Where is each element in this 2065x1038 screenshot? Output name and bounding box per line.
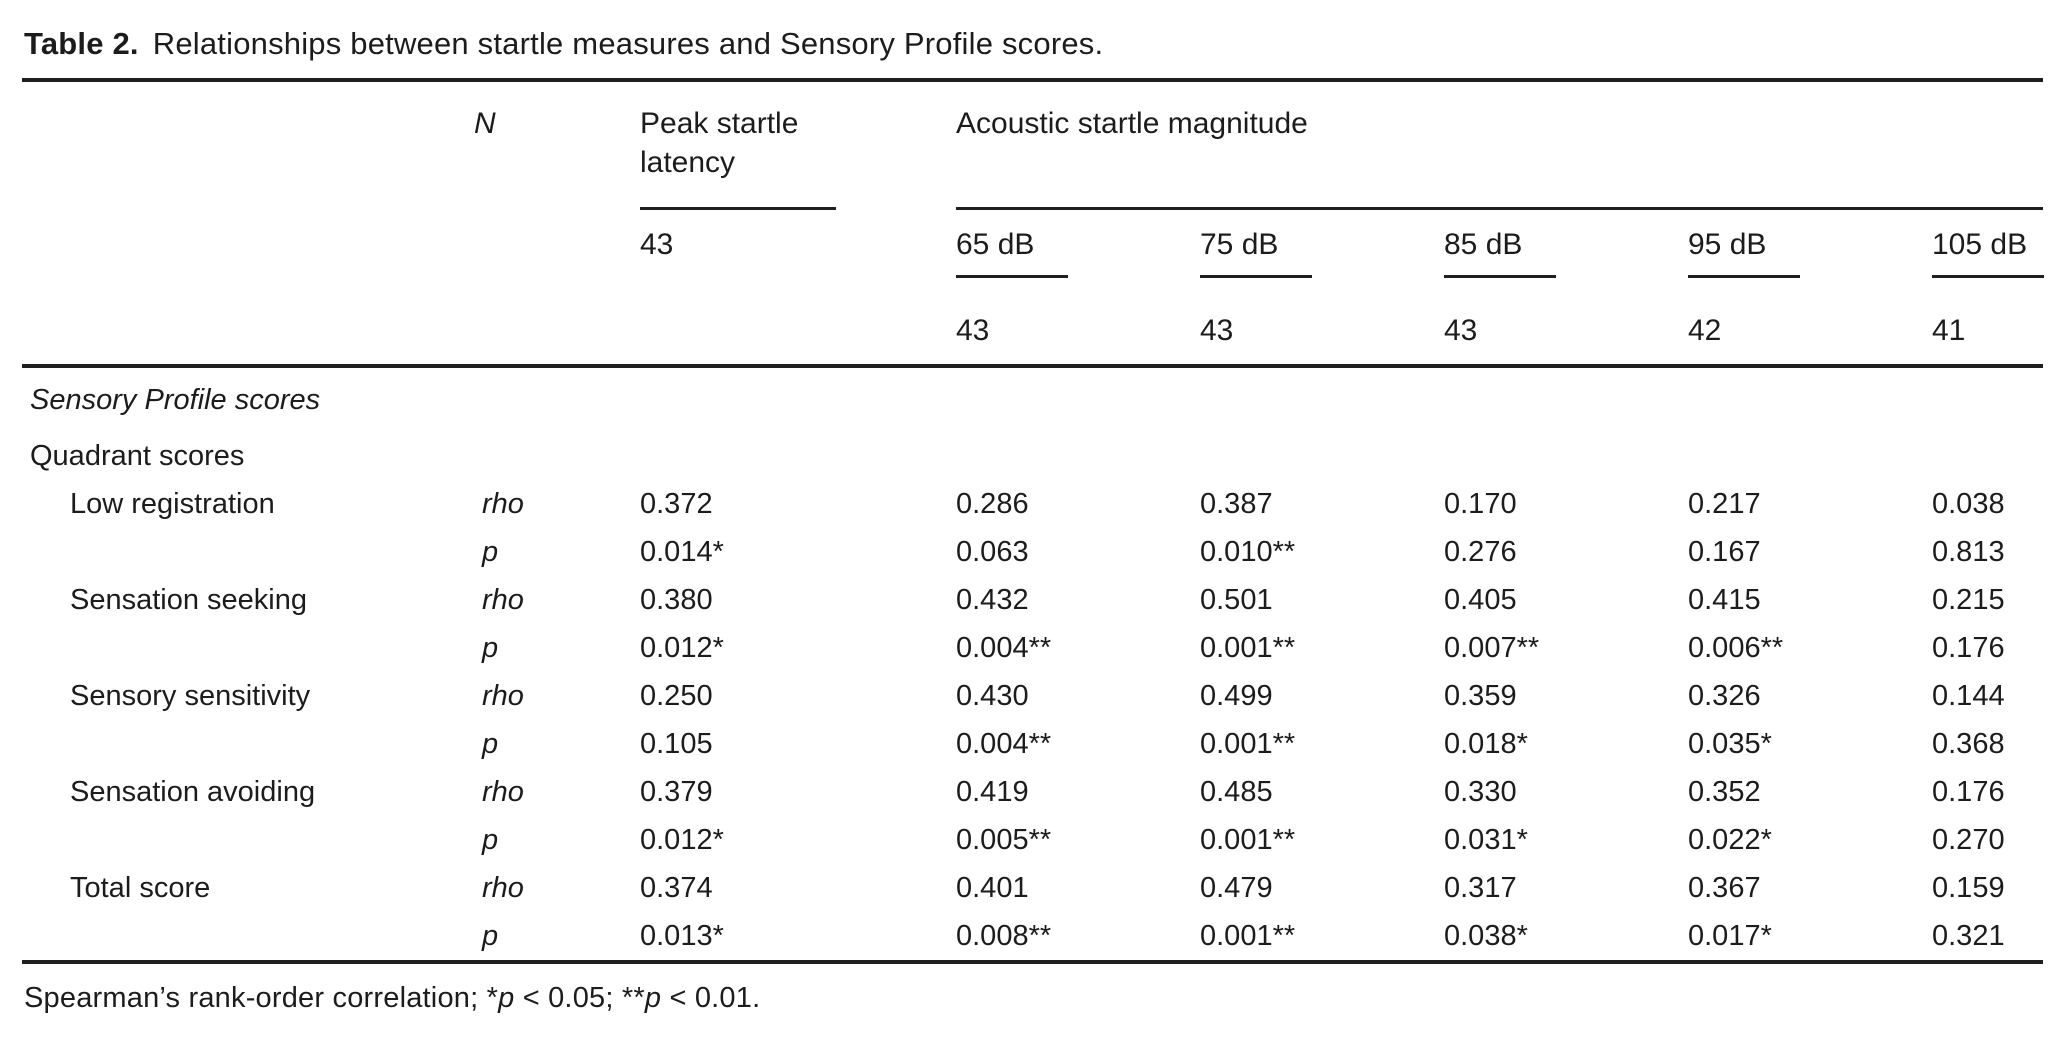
value-cell: 0.270 (1932, 824, 2005, 856)
data-row (22, 624, 2043, 672)
section-row (22, 432, 2043, 480)
value-cell: 0.005** (956, 824, 1052, 856)
footnote-part-p: p (644, 982, 662, 1014)
value-cell: 0.330 (1444, 776, 1517, 808)
footnote-part: < 0.05; ** (514, 982, 645, 1014)
measure-label: Sensation avoiding (70, 776, 316, 808)
value-cell: 0.326 (1688, 680, 1761, 712)
stat-label: p (482, 824, 499, 856)
data-row (22, 528, 2043, 576)
db-column-85: 85 dB (1444, 210, 1688, 298)
value-cell: 0.167 (1688, 536, 1761, 568)
value-cell: 0.007** (1444, 632, 1540, 664)
value-cell: 0.286 (956, 488, 1029, 520)
value-cell: 0.010** (1200, 536, 1296, 568)
value-cell: 0.372 (640, 488, 713, 520)
value-cell: 0.008** (956, 920, 1052, 952)
section-row (22, 366, 2043, 432)
value-cell: 0.380 (640, 584, 713, 616)
header-n (474, 80, 640, 210)
value-cell: 0.038 (1932, 488, 2005, 520)
db-n-105: 41 (1932, 314, 1966, 347)
value-cell: 0.001** (1200, 632, 1296, 664)
value-cell: 0.159 (1932, 872, 2005, 904)
value-cell: 0.430 (956, 680, 1029, 712)
header-row-n (22, 298, 2043, 366)
measure-label (22, 528, 474, 576)
value-cell: 0.018* (1444, 728, 1528, 760)
data-row (22, 672, 2043, 720)
value-cell: 0.013* (640, 920, 724, 952)
section-label: Sensory Profile scores (30, 384, 321, 416)
value-cell: 0.321 (1932, 920, 2005, 952)
data-row (22, 768, 2043, 816)
value-cell: 0.001** (1200, 920, 1296, 952)
value-cell: 0.014* (640, 536, 724, 568)
value-cell: 0.352 (1688, 776, 1761, 808)
measure-label: Total score (70, 872, 211, 904)
stat-label: p (482, 728, 499, 760)
stat-label: rho (482, 488, 524, 520)
data-row (22, 720, 2043, 768)
value-cell: 0.176 (1932, 632, 2005, 664)
value-cell: 0.317 (1444, 872, 1517, 904)
stat-label: p (482, 632, 499, 664)
data-row (22, 864, 2043, 912)
value-cell: 0.250 (640, 680, 713, 712)
value-cell: 0.374 (640, 872, 713, 904)
n-column-label: N (474, 107, 496, 140)
value-cell: 0.813 (1932, 536, 2005, 568)
table-number: Table 2. (24, 26, 139, 61)
value-cell: 0.276 (1444, 536, 1517, 568)
footnote-part: Spearman’s rank-order correlation; * (24, 982, 499, 1014)
section-label: Quadrant scores (30, 440, 245, 472)
stat-label: p (482, 920, 499, 952)
header-row-top (22, 80, 2043, 210)
value-cell: 0.415 (1688, 584, 1761, 616)
footnote-part-p: p (498, 982, 515, 1014)
db-column-65: 65 dB (956, 210, 1200, 298)
stat-label: rho (482, 680, 524, 712)
value-cell: 0.063 (956, 536, 1029, 568)
value-cell: 0.012* (640, 824, 724, 856)
peak-latency-label: Peak startle latency (640, 107, 799, 179)
value-cell: 0.405 (1444, 584, 1517, 616)
header-acoustic-magnitude (956, 80, 2043, 210)
value-cell: 0.004** (956, 632, 1052, 664)
value-cell: 0.001** (1200, 824, 1296, 856)
value-cell: 0.012* (640, 632, 724, 664)
value-cell: 0.499 (1200, 680, 1273, 712)
footnote-part: < 0.01. (661, 982, 761, 1014)
value-cell: 0.176 (1932, 776, 2005, 808)
table-body (22, 366, 2043, 962)
value-cell: 0.419 (956, 776, 1029, 808)
db-n-85: 43 (1444, 314, 1478, 347)
value-cell: 0.485 (1200, 776, 1273, 808)
value-cell: 0.022* (1688, 824, 1772, 856)
measure-label (22, 624, 474, 672)
value-cell: 0.105 (640, 728, 713, 760)
value-cell: 0.401 (956, 872, 1029, 904)
value-cell: 0.379 (640, 776, 713, 808)
db-column-95: 95 dB (1688, 210, 1932, 298)
header-empty (22, 80, 474, 210)
header-peak-latency (640, 80, 956, 210)
measure-label: Sensation seeking (70, 584, 307, 616)
measure-label (22, 816, 474, 864)
db-n-95: 42 (1688, 314, 1722, 347)
measure-label: Sensory sensitivity (70, 680, 311, 712)
data-row (22, 480, 2043, 528)
stat-label: rho (482, 584, 524, 616)
db-n-65: 43 (956, 314, 990, 347)
data-row (22, 576, 2043, 624)
value-cell: 0.017* (1688, 920, 1772, 952)
value-cell: 0.031* (1444, 824, 1528, 856)
value-cell: 0.387 (1200, 488, 1273, 520)
value-cell: 0.367 (1688, 872, 1761, 904)
stat-label: p (482, 536, 499, 568)
measure-label: Low registration (70, 488, 275, 520)
table-caption: Relationships between startle measures and Sensory Profile scores. (152, 26, 1104, 61)
table-header (22, 80, 2043, 366)
results-table (22, 78, 2043, 964)
value-cell: 0.501 (1200, 584, 1273, 616)
data-row (22, 816, 2043, 864)
table-title (24, 26, 2043, 62)
value-cell: 0.359 (1444, 680, 1517, 712)
value-cell: 0.006** (1688, 632, 1784, 664)
data-row (22, 912, 2043, 962)
db-column-75: 75 dB (1200, 210, 1444, 298)
db-column-105: 105 dB (1932, 210, 2043, 298)
table-footnote (24, 982, 2043, 1015)
value-cell: 0.215 (1932, 584, 2005, 616)
value-cell: 0.004** (956, 728, 1052, 760)
acoustic-magnitude-label: Acoustic startle magnitude (956, 107, 1308, 140)
value-cell: 0.038* (1444, 920, 1528, 952)
measure-label (22, 720, 474, 768)
stat-label: rho (482, 872, 524, 904)
value-cell: 0.479 (1200, 872, 1273, 904)
value-cell: 0.001** (1200, 728, 1296, 760)
value-cell: 0.170 (1444, 488, 1517, 520)
value-cell: 0.217 (1688, 488, 1761, 520)
value-cell: 0.144 (1932, 680, 2005, 712)
value-cell: 0.432 (956, 584, 1029, 616)
db-n-75: 43 (1200, 314, 1234, 347)
value-cell: 0.368 (1932, 728, 2005, 760)
value-cell: 0.035* (1688, 728, 1772, 760)
measure-label (22, 912, 474, 962)
peak-latency-n: 43 (640, 228, 674, 261)
header-row-db (22, 210, 2043, 298)
stat-label: rho (482, 776, 524, 808)
